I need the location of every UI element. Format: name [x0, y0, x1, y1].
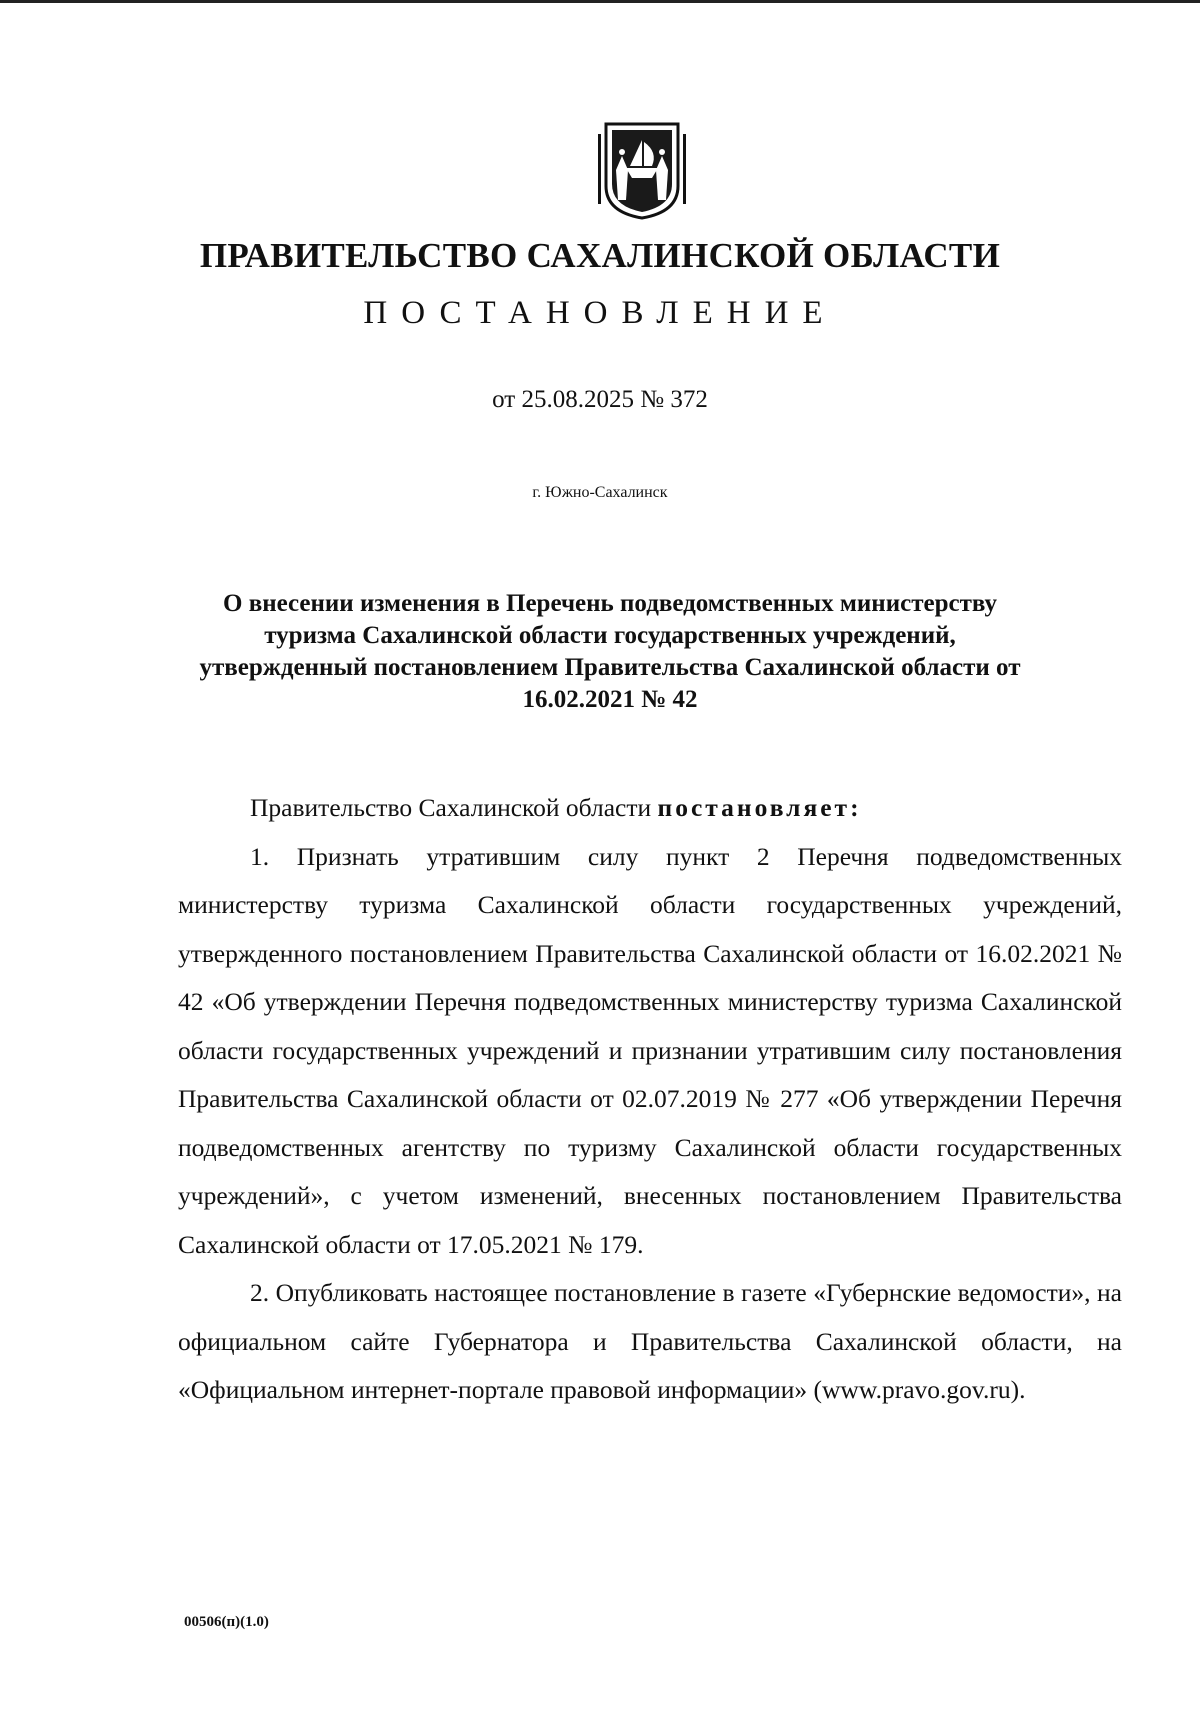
- subject-line: О внесении изменения в Перечень подведомственных министерству: [223, 590, 997, 617]
- document-subject: [160, 588, 1060, 716]
- document-type-heading: ПОСТАНОВЛЕНИЕ: [363, 295, 837, 331]
- government-title: ПРАВИТЕЛЬСТВО САХАЛИНСКОЙ ОБЛАСТИ: [199, 236, 1001, 275]
- footer-document-code: 00506(п)(1.0): [184, 1614, 269, 1630]
- top-border-line: [0, 0, 1200, 3]
- item-1-paragraph: 1. Признать утратившим силу пункт 2 Перечня подведомственных министерству туризма Сахалинской области государственных учреждений, утвержденного постановлением Правительства Сахалинской области от 16.02.2021 № 42 «Об утверждении Перечня подведомственных министерству туризма Сахалинской области государственных учреждений и признании утратившим силу постановления Правительства Сахалинской области от 02.07.2019 № 277 «Об утверждении Перечня подведомственных агентству по туризму Сахалинской области государственных учреждений», с учетом изменений, внесенных постановлением Правительства Сахалинской области от 17.05.2021 № 179.: [178, 841, 1122, 1259]
- document-body: [178, 784, 1122, 1415]
- item-2-paragraph: 2. Опубликовать настоящее постановление в газете «Губернские ведомости», на официальном сайте Губернатора и Правительства Сахалинской области, на «Официальном интернет-портале правовой информации» (www.pravo.gov.ru).: [178, 1278, 1122, 1404]
- preamble-text: Правительство Сахалинской области: [250, 793, 652, 822]
- subject-line: 16.02.2021 № 42: [522, 686, 698, 713]
- subject-line: туризма Сахалинской области государственных учреждений,: [264, 622, 956, 649]
- document-date-number: от 25.08.2025 № 372: [492, 386, 708, 413]
- preamble-keyword: постановляет:: [657, 793, 862, 822]
- preamble-paragraph: [178, 784, 1122, 833]
- sakhalin-coat-of-arms-emblem: [596, 120, 688, 220]
- document-city: г. Южно-Сахалинск: [532, 484, 668, 501]
- subject-line: утвержденный постановлением Правительства Сахалинской области от: [199, 654, 1021, 681]
